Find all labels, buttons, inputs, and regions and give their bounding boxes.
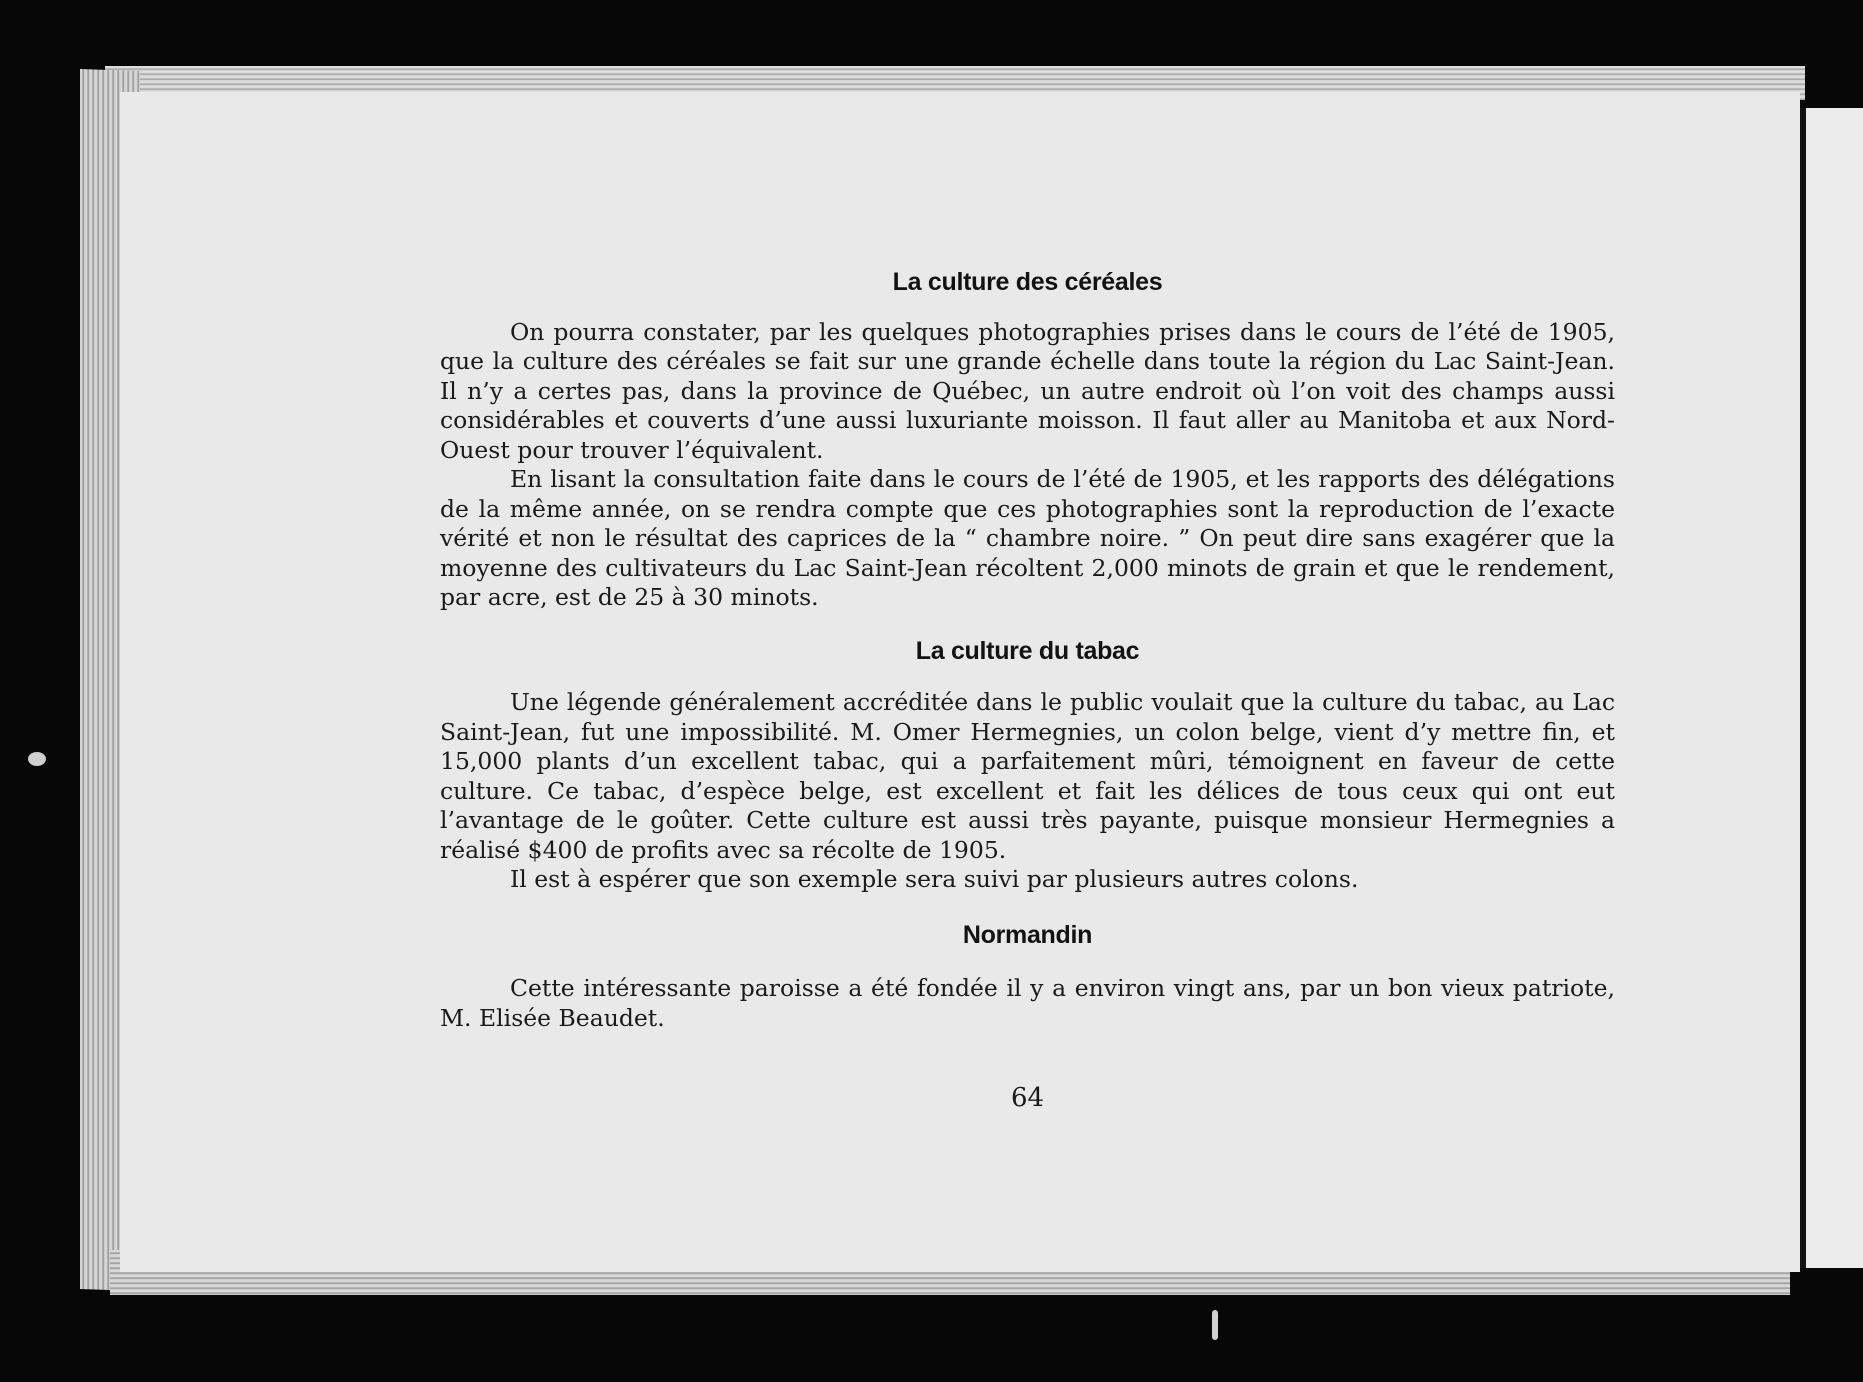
section-heading-normandin: Normandin — [962, 920, 1093, 949]
paragraph: En lisant la consultation faite dans le cours de l’été de 1905, et les rapports des délégations de la même année, on se rendra compte que ces photographies sont la reproduction de l’exacte vérité et non le résultat des caprices de la “ chambre noire. ” On peut dire sans exagérer que la moyenne des cultivateurs du Lac Saint-Jean récoltent 2,000 minots de grain et que le rendement, par acre, est de 25 à 30 minots. — [440, 465, 1615, 611]
paragraph: Une légende généralement accréditée dans le public voulait que la culture du tabac, au Lac Saint-Jean, fut une impossibilité. M. Omer Hermegnies, un colon belge, vient d’y mettre fin, et 15,000 plants d’un excellent tabac, qui a parfaitement mûri, témoignent en faveur de cette culture. Ce tabac, d’espèce belge, est excellent et fait les délices de tous ceux qui ont eut l’avantage de le goûter. Cette culture est aussi très payante, puisque monsieur Hermegnies a réalisé $400 de profits avec sa récolte de 1905. — [440, 688, 1615, 864]
scan-speck — [28, 752, 46, 766]
section-heading-cereales: La culture des céréales — [892, 268, 1163, 296]
page-number: 64 — [1010, 1083, 1045, 1113]
page-text — [440, 268, 1615, 1033]
section-heading-tabac: La culture du tabac — [915, 636, 1140, 665]
paragraph: On pourra constater, par les quelques photographies prises dans le cours de l’été de 1905, que la culture des céréales se fait sur une grande échelle dans toute la région du Lac Saint-Jean. Il n’y a certes pas, dans la province de Québec, un autre endroit où l’on voit des champs aussi considérables et couverts d’une aussi luxuriante moisson. Il faut aller au Manitoba et aux Nord-Ouest pour trouver l’équivalent. — [440, 317, 1615, 464]
scan-speck — [1212, 1310, 1218, 1340]
paragraph: Cette intéressante paroisse a été fondée il y a environ vingt ans, par un bon vieux patriote, M. Elisée Beaudet. — [440, 974, 1615, 1032]
paragraph: Il est à espérer que son exemple sera suivi par plusieurs autres colons. — [510, 865, 1359, 893]
facing-page-edge — [1800, 108, 1863, 1268]
